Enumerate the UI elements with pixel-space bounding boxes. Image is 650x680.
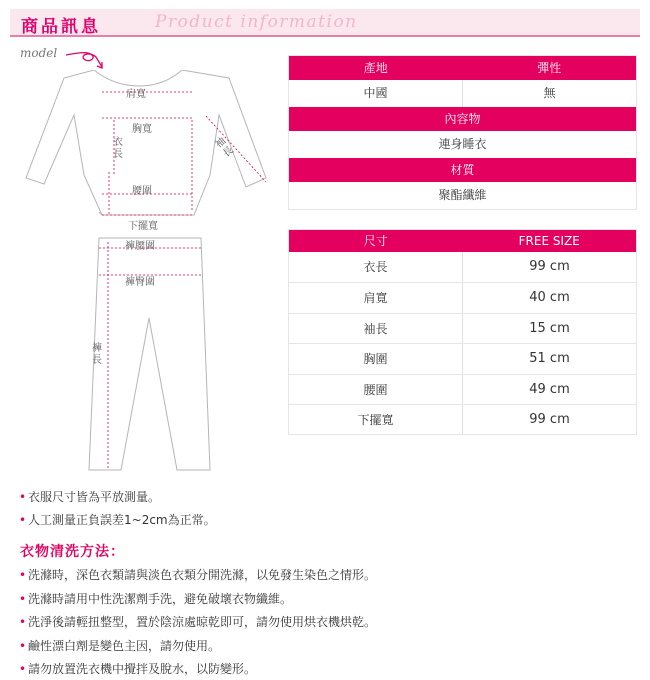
size-header-label: 尺寸 <box>363 234 388 248</box>
label-pants-waist: 褲腰圍 <box>125 241 155 252</box>
label-chest: 胸寬 <box>132 124 152 135</box>
washing-title: 衣物清洗方法： <box>20 544 125 560</box>
product-info-table <box>288 55 637 210</box>
garment-diagram <box>14 70 284 480</box>
curly-arrow-icon <box>66 49 106 71</box>
size-value: 99 cm <box>462 252 636 282</box>
elastic-value: 無 <box>462 80 636 107</box>
table-row <box>289 252 636 282</box>
label-shoulder: 肩寬 <box>126 89 146 100</box>
size-value: 49 cm <box>462 375 636 404</box>
size-header-row <box>289 230 636 252</box>
content-header: 內容物 <box>444 112 481 126</box>
label-pants-hip: 褲臀圍 <box>125 277 155 288</box>
content-header-row <box>289 107 636 131</box>
note-line: • 衣服尺寸皆為平放測量。 <box>19 486 216 509</box>
material-value-row <box>289 182 636 209</box>
bullet-icon: • <box>19 568 27 582</box>
bullet-icon: • <box>19 615 27 629</box>
table-row <box>289 374 636 404</box>
label-sleeve: 袖長 <box>213 135 236 160</box>
table-row <box>289 282 636 312</box>
washing-line: • 請勿放置洗衣機中攪拌及脫水，以防變形。 <box>19 658 376 680</box>
model-label: model <box>20 46 58 60</box>
size-label: 衣長 <box>363 260 388 274</box>
size-label: 袖長 <box>363 321 388 336</box>
size-label: 胸圍 <box>363 352 388 367</box>
bullet-icon: • <box>19 513 27 527</box>
measurement-notes <box>19 486 216 532</box>
info-value-row <box>289 80 636 107</box>
note-line: • 人工測量正負誤差1~2cm為正常。 <box>19 509 216 532</box>
label-pants-length: 褲長 <box>92 343 102 366</box>
section-title-english: Product information <box>155 12 358 32</box>
bullet-icon: • <box>19 662 27 676</box>
washing-line: • 洗滌時，深色衣類請與淡色衣類分開洗滌，以免發生染色之情形。 <box>19 564 376 588</box>
bullet-icon: • <box>19 490 27 504</box>
size-label: 腰圍 <box>363 382 388 397</box>
material-header: 材質 <box>450 163 475 177</box>
section-title: 商品訊息 <box>21 17 101 37</box>
material-header-row <box>289 158 636 182</box>
origin-value: 中國 <box>363 86 388 100</box>
table-row <box>289 404 636 434</box>
washing-line: • 洗淨後請輕扭整型，置於陰涼處晾乾即可，請勿使用烘衣機烘乾。 <box>19 611 376 635</box>
content-value-row <box>289 131 636 158</box>
content-value: 連身睡衣 <box>438 137 487 151</box>
size-value: 99 cm <box>462 405 636 434</box>
washing-instructions <box>19 564 376 680</box>
washing-line: • 洗滌時請用中性洗潔劑手洗，避免破壞衣物纖維。 <box>19 588 376 612</box>
size-header-free: FREE SIZE <box>518 234 580 248</box>
label-length: 衣長 <box>113 137 123 160</box>
table-row <box>289 313 636 343</box>
material-value: 聚酯纖維 <box>438 188 487 202</box>
origin-header: 產地 <box>363 61 388 75</box>
label-waist: 腰圍 <box>132 186 152 197</box>
info-header-row <box>289 56 636 80</box>
label-hem: 下擺寬 <box>128 221 158 232</box>
size-value: 15 cm <box>462 314 636 343</box>
size-label: 下擺寬 <box>357 412 394 427</box>
size-label: 肩寬 <box>363 291 388 306</box>
size-value: 40 cm <box>462 283 636 312</box>
size-value: 51 cm <box>462 344 636 373</box>
washing-line: • 鹼性漂白劑是變色主因，請勿使用。 <box>19 635 376 659</box>
bullet-icon: • <box>19 638 27 653</box>
bullet-icon: • <box>19 591 27 606</box>
size-table <box>288 229 637 435</box>
table-row <box>289 343 636 373</box>
section-header <box>10 9 640 37</box>
elastic-header: 彈性 <box>537 61 562 75</box>
